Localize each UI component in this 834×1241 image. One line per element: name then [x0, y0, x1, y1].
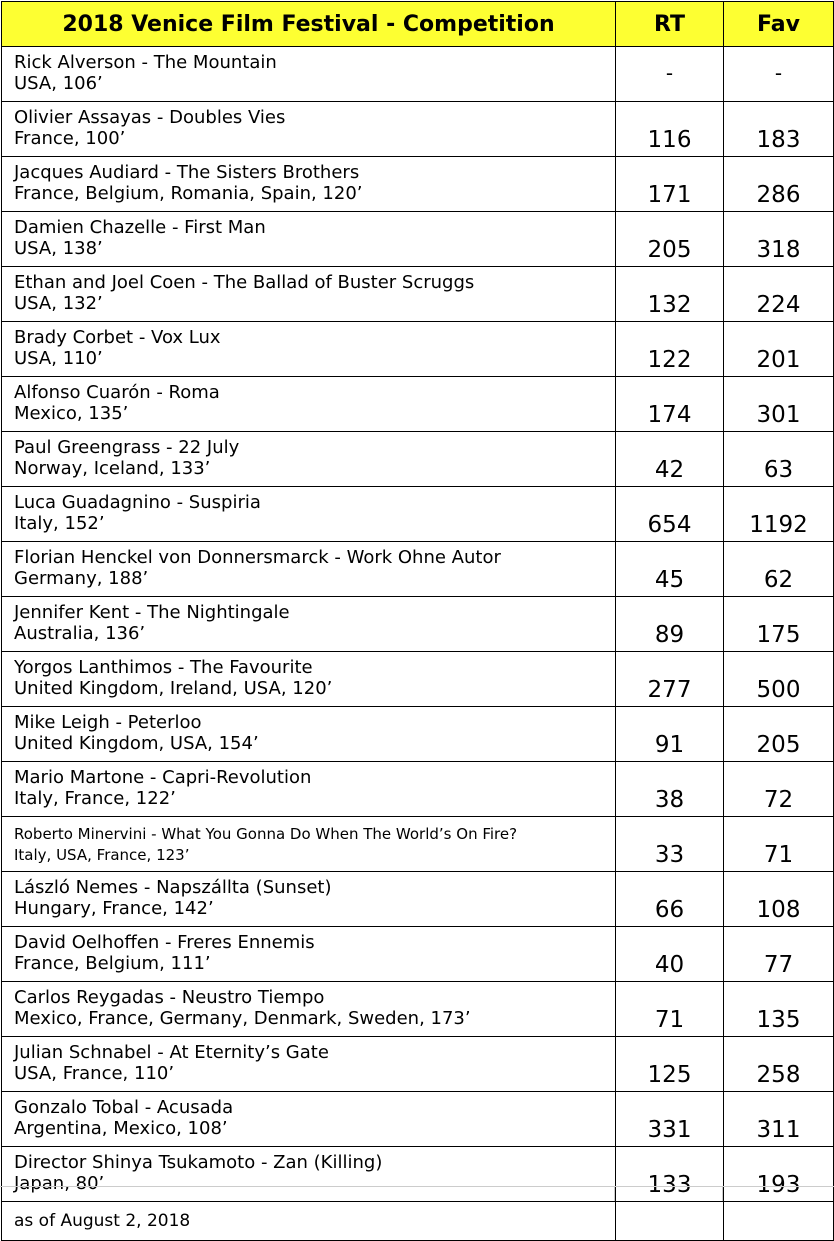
rt-cell[interactable]: 125	[616, 1037, 724, 1092]
fav-cell[interactable]: -	[724, 47, 834, 102]
fav-cell[interactable]: 175	[724, 597, 834, 652]
rt-cell[interactable]: 654	[616, 487, 724, 542]
film-cell[interactable]	[2, 487, 616, 542]
table-row	[2, 872, 834, 927]
country-and-runtime: USA, 110’	[14, 348, 103, 369]
country-and-runtime: Germany, 188’	[14, 568, 149, 589]
film-cell[interactable]	[2, 47, 616, 102]
film-cell[interactable]	[2, 652, 616, 707]
rt-cell[interactable]: 205	[616, 212, 724, 267]
table-row	[2, 542, 834, 597]
rt-cell[interactable]: 71	[616, 982, 724, 1037]
fav-cell[interactable]: 286	[724, 157, 834, 212]
rt-cell[interactable]: 133	[616, 1147, 724, 1202]
table-row	[2, 432, 834, 487]
table-row	[2, 212, 834, 267]
table-row	[2, 487, 834, 542]
footer-row	[2, 1202, 834, 1241]
rt-cell[interactable]: 89	[616, 597, 724, 652]
table-row	[2, 47, 834, 102]
director-and-title: David Oelhoffen - Freres Ennemis	[14, 932, 315, 953]
country-and-runtime: Norway, Iceland, 133’	[14, 458, 211, 479]
table-row	[2, 817, 834, 872]
table-row	[2, 652, 834, 707]
table-row	[2, 597, 834, 652]
director-and-title: Mike Leigh - Peterloo	[14, 712, 202, 733]
table-row	[2, 267, 834, 322]
director-and-title: Paul Greengrass - 22 July	[14, 437, 240, 458]
director-and-title: Julian Schnabel - At Eternity’s Gate	[14, 1042, 329, 1063]
director-and-title: Alfonso Cuarón - Roma	[14, 382, 220, 403]
fav-cell[interactable]: 77	[724, 927, 834, 982]
rt-cell[interactable]: 66	[616, 872, 724, 927]
table-row	[2, 1037, 834, 1092]
fav-cell[interactable]: 258	[724, 1037, 834, 1092]
director-and-title: Jacques Audiard - The Sisters Brothers	[14, 162, 360, 183]
director-and-title: Florian Henckel von Donnersmarck - Work Ohne Autor	[14, 547, 501, 568]
director-and-title: Yorgos Lanthimos - The Favourite	[14, 657, 313, 678]
film-cell[interactable]	[2, 377, 616, 432]
empty-cell[interactable]	[616, 1202, 724, 1241]
director-and-title: Director Shinya Tsukamoto - Zan (Killing)	[14, 1152, 383, 1173]
director-and-title: Brady Corbet - Vox Lux	[14, 327, 221, 348]
rt-cell[interactable]: 116	[616, 102, 724, 157]
empty-row-gridlines	[0, 1186, 834, 1201]
country-and-runtime: United Kingdom, USA, 154’	[14, 733, 259, 754]
director-and-title: Mario Martone - Capri-Revolution	[14, 767, 312, 788]
fav-cell[interactable]: 62	[724, 542, 834, 597]
country-and-runtime: Mexico, 135’	[14, 403, 129, 424]
film-cell[interactable]	[2, 212, 616, 267]
film-cell[interactable]	[2, 817, 616, 872]
film-cell[interactable]	[2, 102, 616, 157]
table-row	[2, 157, 834, 212]
film-cell[interactable]	[2, 432, 616, 487]
fav-cell[interactable]: 311	[724, 1092, 834, 1147]
film-cell[interactable]	[2, 1037, 616, 1092]
country-and-runtime: Mexico, France, Germany, Denmark, Sweden, 173’	[14, 1008, 471, 1029]
country-and-runtime: USA, France, 110’	[14, 1063, 175, 1084]
country-and-runtime: USA, 106’	[14, 73, 103, 94]
fav-cell[interactable]: 183	[724, 102, 834, 157]
table-row	[2, 102, 834, 157]
country-and-runtime: France, Belgium, 111’	[14, 953, 211, 974]
film-cell[interactable]	[2, 542, 616, 597]
director-and-title: Rick Alverson - The Mountain	[14, 52, 277, 73]
country-and-runtime: Japan, 80’	[14, 1173, 105, 1194]
country-and-runtime: Australia, 136’	[14, 623, 146, 644]
film-cell[interactable]	[2, 872, 616, 927]
country-and-runtime: USA, 138’	[14, 238, 103, 259]
director-and-title: László Nemes - Napszállta (Sunset)	[14, 877, 332, 898]
country-and-runtime: United Kingdom, Ireland, USA, 120’	[14, 678, 333, 699]
country-and-runtime: Hungary, France, 142’	[14, 898, 214, 919]
film-cell[interactable]	[2, 157, 616, 212]
table-row	[2, 1092, 834, 1147]
fav-cell[interactable]: 63	[724, 432, 834, 487]
director-and-title: Gonzalo Tobal - Acusada	[14, 1097, 234, 1118]
country-and-runtime: Argentina, Mexico, 108’	[14, 1118, 228, 1139]
fav-cell[interactable]: 301	[724, 377, 834, 432]
director-and-title: Damien Chazelle - First Man	[14, 217, 266, 238]
empty-cell[interactable]	[724, 1202, 834, 1241]
film-cell[interactable]	[2, 1092, 616, 1147]
country-and-runtime: France, 100’	[14, 128, 126, 149]
rt-cell[interactable]: 122	[616, 322, 724, 377]
rt-cell[interactable]: 38	[616, 762, 724, 817]
rt-cell[interactable]: 91	[616, 707, 724, 762]
fav-cell[interactable]: 193	[724, 1147, 834, 1202]
rt-cell[interactable]: 277	[616, 652, 724, 707]
film-cell[interactable]	[2, 267, 616, 322]
rt-column-header[interactable]: RT	[616, 2, 724, 47]
film-cell[interactable]	[2, 597, 616, 652]
country-and-runtime: Italy, USA, France, 123’	[14, 846, 190, 864]
fav-cell[interactable]: 72	[724, 762, 834, 817]
table-row	[2, 322, 834, 377]
table-row	[2, 762, 834, 817]
fav-cell[interactable]: 71	[724, 817, 834, 872]
director-and-title: Carlos Reygadas - Neustro Tiempo	[14, 987, 325, 1008]
film-cell[interactable]	[2, 322, 616, 377]
director-and-title: Olivier Assayas - Doubles Vies	[14, 107, 286, 128]
country-and-runtime: USA, 132’	[14, 293, 103, 314]
country-and-runtime: Italy, France, 122’	[14, 788, 176, 809]
film-cell[interactable]	[2, 927, 616, 982]
fav-cell[interactable]: 318	[724, 212, 834, 267]
director-and-title: Roberto Minervini - What You Gonna Do When The World’s On Fire?	[14, 825, 518, 843]
header-row	[2, 2, 834, 47]
table-title[interactable]: 2018 Venice Film Festival - Competition	[2, 2, 616, 47]
table-row	[2, 707, 834, 762]
fav-cell[interactable]: 135	[724, 982, 834, 1037]
gridline	[614, 1187, 615, 1201]
fav-cell[interactable]: 205	[724, 707, 834, 762]
rt-cell[interactable]: 331	[616, 1092, 724, 1147]
rt-cell[interactable]: 174	[616, 377, 724, 432]
director-and-title: Jennifer Kent - The Nightingale	[14, 602, 290, 623]
fav-cell[interactable]: 1192	[724, 487, 834, 542]
table-row	[2, 927, 834, 982]
rt-cell[interactable]: 171	[616, 157, 724, 212]
fav-column-header[interactable]: Fav	[724, 2, 834, 47]
rt-cell[interactable]: -	[616, 47, 724, 102]
film-cell[interactable]	[2, 707, 616, 762]
rt-cell[interactable]: 40	[616, 927, 724, 982]
rt-cell[interactable]: 42	[616, 432, 724, 487]
film-cell[interactable]	[2, 982, 616, 1037]
fav-cell[interactable]: 224	[724, 267, 834, 322]
table-row	[2, 377, 834, 432]
rt-cell[interactable]: 132	[616, 267, 724, 322]
country-and-runtime: France, Belgium, Romania, Spain, 120’	[14, 183, 363, 204]
rt-cell[interactable]: 33	[616, 817, 724, 872]
rt-cell[interactable]: 45	[616, 542, 724, 597]
director-and-title: Ethan and Joel Coen - The Ballad of Buster Scruggs	[14, 272, 475, 293]
fav-cell[interactable]: 108	[724, 872, 834, 927]
table-row	[2, 982, 834, 1037]
festival-table	[1, 1, 834, 1241]
fav-cell[interactable]: 500	[724, 652, 834, 707]
fav-cell[interactable]: 201	[724, 322, 834, 377]
film-cell[interactable]	[2, 762, 616, 817]
country-and-runtime: Italy, 152’	[14, 513, 105, 534]
date-note[interactable]: as of August 2, 2018	[2, 1202, 616, 1241]
gridline	[722, 1187, 723, 1201]
director-and-title: Luca Guadagnino - Suspiria	[14, 492, 261, 513]
